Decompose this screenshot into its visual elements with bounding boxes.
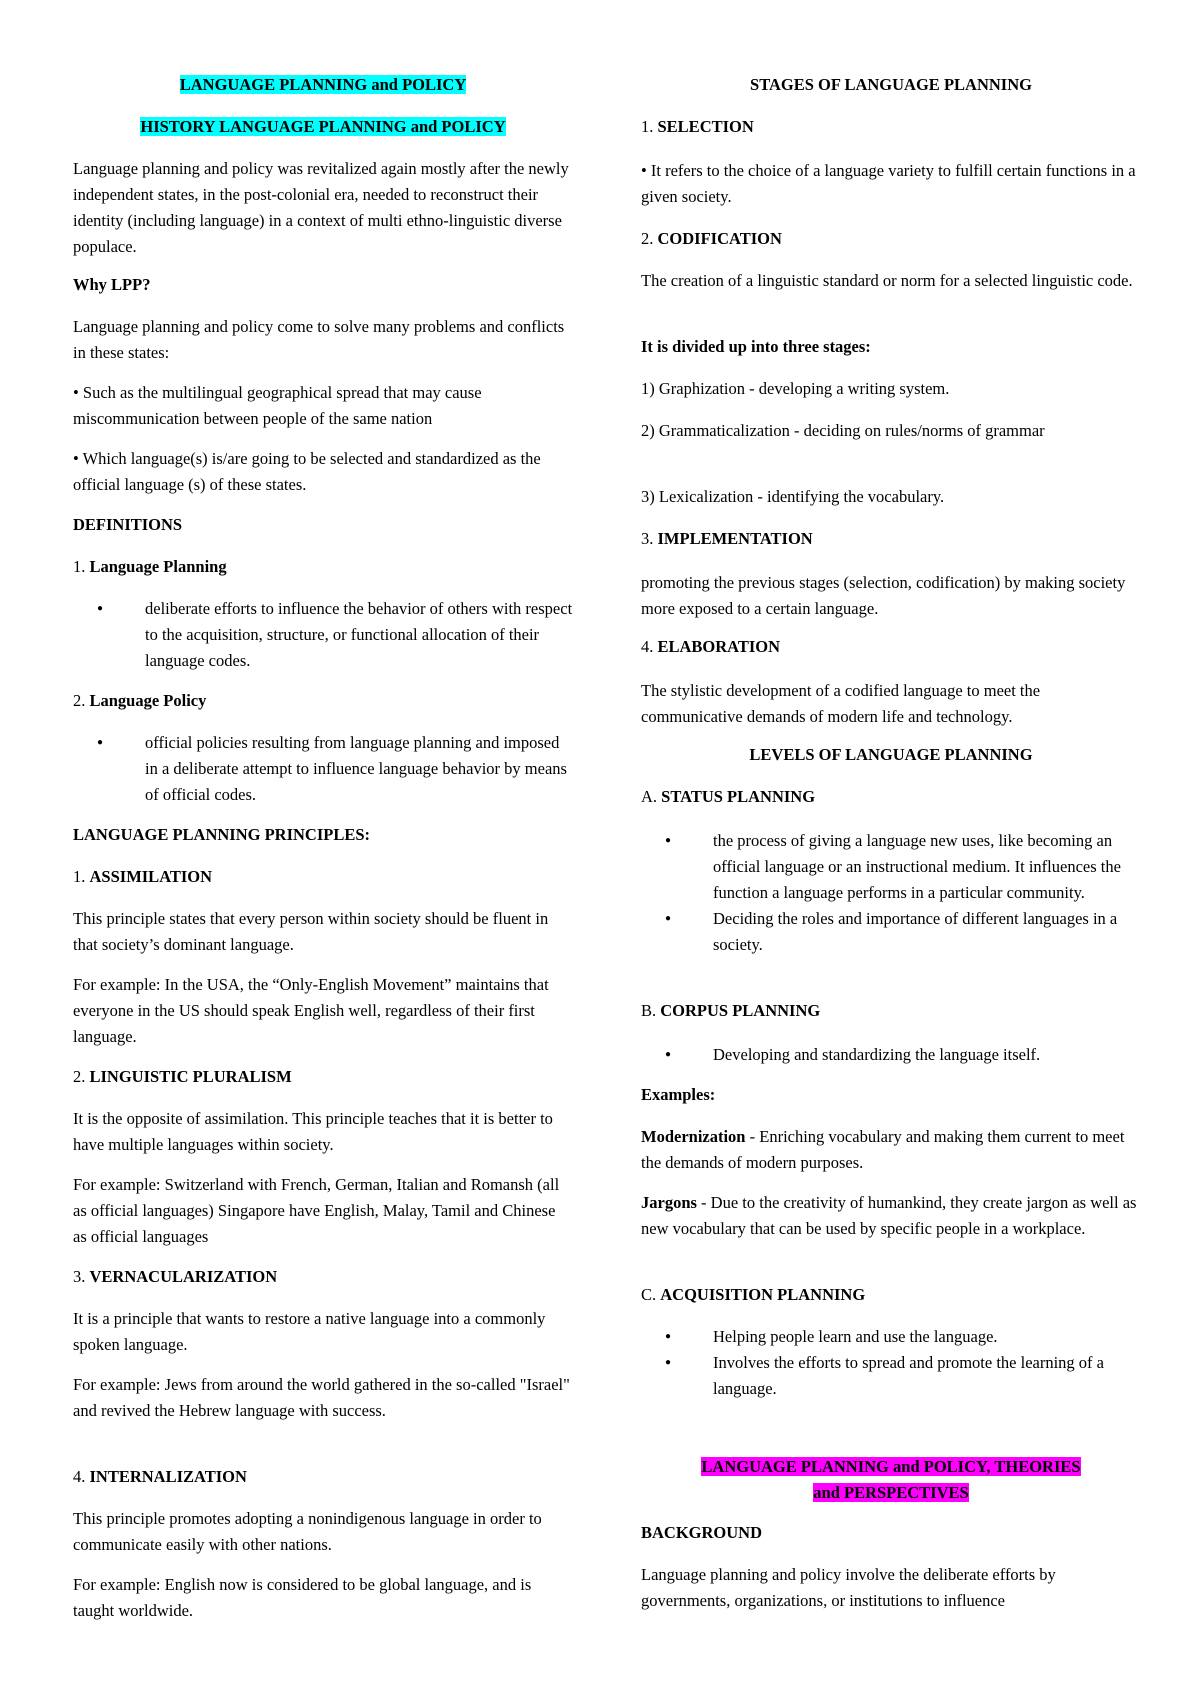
stage-2-item-2: 2) Grammaticalization - deciding on rules/norms of grammar [641, 421, 1045, 440]
stage-1-description: • It refers to the choice of a language variety to fulfill certain functions in a given society. [641, 161, 1136, 206]
principle-1-description: This principle states that every person within society should be fluent in that society’s dominant language. [73, 909, 549, 954]
theories-heading: LANGUAGE PLANNING and POLICY, THEORIES and PERSPECTIVES [701, 1457, 1081, 1502]
definition-1-list [73, 596, 573, 674]
list-item: ● deliberate efforts to influence the behavior of others with respect to the acquisition, structure, or functional allocation of their language codes. [73, 596, 573, 674]
history-paragraph: Language planning and policy was revitalized again mostly after the newly independent states, in the post-colonial era, needed to reconstruct their identity (including language) in a context of multi ethno-linguistic diverse populace. [73, 159, 569, 256]
list-item: ● Involves the efforts to spread and promote the learning of a language. [641, 1350, 1141, 1402]
stage-4-description: The stylistic development of a codified language to meet the communicative demands of modern life and technology. [641, 681, 1041, 726]
level-a-list [641, 828, 1141, 958]
principle-4-description: This principle promotes adopting a nonindigenous language in order to communicate easily with other nations. [73, 1509, 542, 1554]
principle-4-heading: 4. INTERNALIZATION [73, 1467, 247, 1486]
principle-3-description: It is a principle that wants to restore a native language into a commonly spoken language. [73, 1309, 546, 1354]
stage-4-heading: 4. ELABORATION [641, 637, 781, 656]
stage-2-subheading: It is divided up into three stages: [641, 337, 871, 356]
stage-1-heading: 1. SELECTION [641, 117, 754, 136]
why-paragraph: Language planning and policy come to solve many problems and conflicts in these states: [73, 317, 565, 362]
why-bullet-1: • Such as the multilingual geographical spread that may cause miscommunication between people of the same nation [73, 383, 482, 428]
level-c-list [641, 1324, 1141, 1402]
level-b-heading: B. CORPUS PLANNING [641, 1001, 821, 1020]
principle-1-example: For example: In the USA, the “Only-English Movement” maintains that everyone in the US should speak English well, regardless of their first language. [73, 975, 549, 1046]
principle-3-heading: 3. VERNACULARIZATION [73, 1267, 278, 1286]
definition-2-list [73, 730, 573, 808]
level-b-list [641, 1042, 1141, 1068]
levels-heading: LEVELS OF LANGUAGE PLANNING [749, 745, 1033, 764]
stage-2-description: The creation of a linguistic standard or norm for a selected linguistic code. [641, 271, 1133, 290]
level-a-heading: A. STATUS PLANNING [641, 787, 816, 806]
jargons-example: Jargons - Due to the creativity of humankind, they create jargon as well as new vocabulary that can be used by specific people in a workplace. [641, 1193, 1137, 1238]
examples-heading: Examples: [641, 1085, 716, 1104]
background-paragraph: Language planning and policy involve the deliberate efforts by governments, organizations, or institutions to influence [641, 1565, 1056, 1610]
definitions-heading: DEFINITIONS [73, 515, 183, 534]
principles-heading: LANGUAGE PLANNING PRINCIPLES: [73, 825, 371, 844]
document-title: LANGUAGE PLANNING and POLICY [179, 75, 467, 94]
principle-4-example: For example: English now is considered to be global language, and is taught worldwide. [73, 1575, 532, 1620]
principle-1-heading: 1. ASSIMILATION [73, 867, 213, 886]
list-item: ● Deciding the roles and importance of different languages in a society. [641, 906, 1141, 958]
history-heading: HISTORY LANGUAGE PLANNING and POLICY [140, 117, 506, 136]
definition-2-heading: 2. Language Policy [73, 691, 207, 710]
modernization-example: Modernization - Enriching vocabulary and making them current to meet the demands of modern purposes. [641, 1127, 1125, 1172]
list-item: ● Helping people learn and use the language. [641, 1324, 1141, 1350]
definition-1-heading: 1. Language Planning [73, 557, 227, 576]
why-heading: Why LPP? [73, 275, 151, 294]
principle-2-example: For example: Switzerland with French, German, Italian and Romansh (all as official languages) Singapore have English, Malay, Tamil and Chinese as official languages [73, 1175, 560, 1246]
principle-2-heading: 2. LINGUISTIC PLURALISM [73, 1067, 292, 1086]
stage-2-heading: 2. CODIFICATION [641, 229, 782, 248]
principle-3-example: For example: Jews from around the world gathered in the so-called "Israel" and revived the Hebrew language with success. [73, 1375, 570, 1420]
stage-2-item-3: 3) Lexicalization - identifying the vocabulary. [641, 487, 945, 506]
list-item: ● Developing and standardizing the language itself. [641, 1042, 1141, 1068]
list-item: ● the process of giving a language new uses, like becoming an official language or an instructional medium. It influences the function a language performs in a particular community. [641, 828, 1141, 906]
background-heading: BACKGROUND [641, 1523, 763, 1542]
stage-3-description: promoting the previous stages (selection, codification) by making society more exposed to a certain language. [641, 573, 1126, 618]
stage-3-heading: 3. IMPLEMENTATION [641, 529, 813, 548]
principle-2-description: It is the opposite of assimilation. This principle teaches that it is better to have multiple languages within society. [73, 1109, 553, 1154]
stage-2-item-1: 1) Graphization - developing a writing system. [641, 379, 950, 398]
level-c-heading: C. ACQUISITION PLANNING [641, 1285, 866, 1304]
stages-heading: STAGES OF LANGUAGE PLANNING [750, 75, 1032, 94]
why-bullet-2: • Which language(s) is/are going to be selected and standardized as the official language (s) of these states. [73, 449, 541, 494]
list-item: ● official policies resulting from language planning and imposed in a deliberate attempt to influence language behavior by means of official codes. [73, 730, 573, 808]
